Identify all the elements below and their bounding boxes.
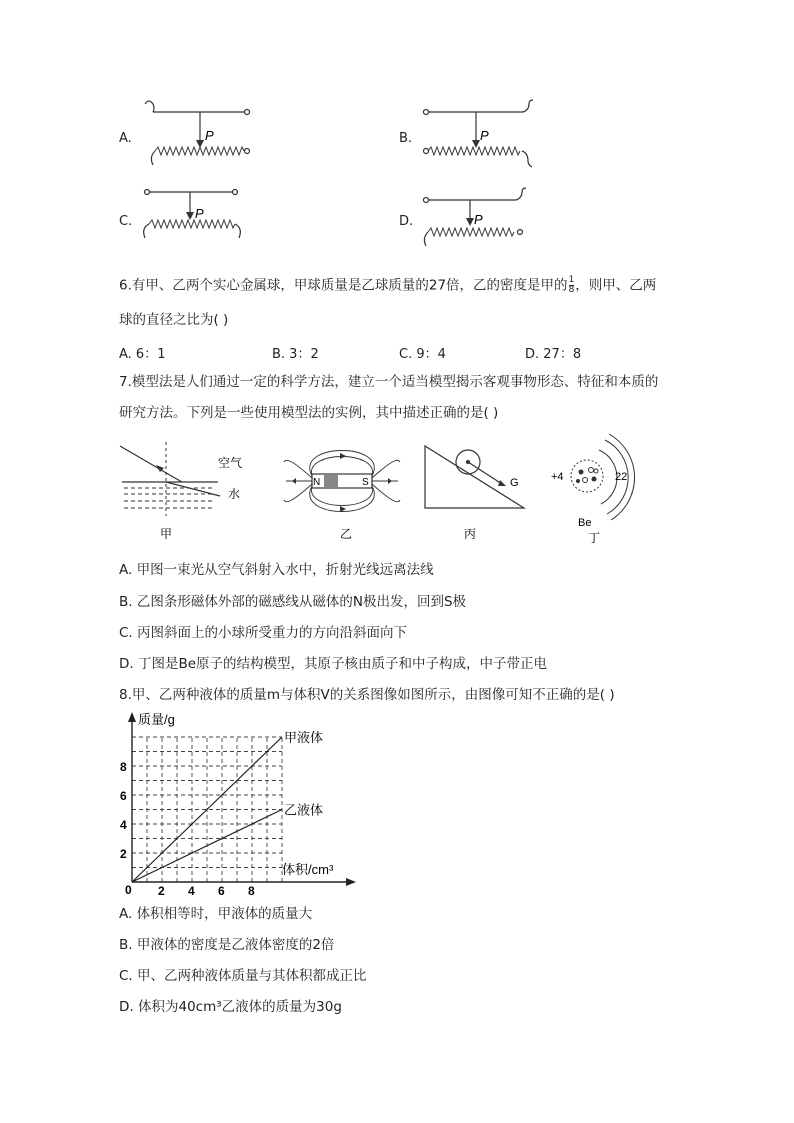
q8-option-d: D. 体积为40cm³乙液体的质量为30g: [119, 999, 342, 1015]
q7-option-b: B. 乙图条形磁体外部的磁感线从磁体的N极出发，回到S极: [119, 594, 467, 610]
fraction: $\frac{1}{8}$: [568, 275, 575, 295]
q7-stem-line1: 7.模型法是人们通过一定的科学方法，建立一个适当模型揭示客观事物形态、特征和本质的: [119, 374, 659, 390]
rheostat-diagram-b: [418, 96, 538, 176]
q7-stem-line2: 研究方法。下列是一些使用模型法的实例，其中描述正确的是( ): [119, 405, 499, 421]
caption-ding: 丁: [588, 531, 601, 545]
q8-stem: 8.甲、乙两种液体的质量m与体积V的关系图像如图所示，由图像可知不正确的是( ): [119, 687, 615, 703]
q6-option-a: A. 6：1: [119, 347, 166, 362]
option-letter: C.: [119, 214, 133, 229]
q8-option-c: C. 甲、乙两种液体质量与其体积都成正比: [119, 968, 367, 984]
option-letter: B.: [399, 131, 413, 146]
q6-stem-line1: 6.有甲、乙两个实心金属球，甲球质量是乙球质量的27倍，乙的密度是甲的 $\frac{1}{8}$ ，则甲、乙两: [119, 275, 657, 295]
nucleus-charge-label: +4: [551, 471, 564, 483]
option-letter: D.: [399, 214, 414, 229]
x-tick-label: 4: [188, 884, 195, 898]
slider-label-p: P: [480, 128, 489, 143]
slider-label-p: P: [195, 206, 204, 221]
series-label-1: 甲液体: [284, 730, 324, 745]
shell-label: 22: [615, 471, 628, 483]
caption-jia: 甲: [160, 527, 173, 541]
slider-label-p: P: [474, 212, 483, 227]
q7-option-d: D. 丁图是Be原子的结构模型，其原子核由质子和中子构成，中子带正电: [119, 656, 548, 672]
q8-option-a: A. 体积相等时，甲液体的质量大: [119, 906, 313, 922]
incline-figure: [420, 440, 530, 545]
mass-volume-chart: [110, 708, 370, 898]
refraction-figure: [118, 440, 248, 545]
north-pole-label: N: [313, 477, 321, 488]
y-tick-label: 6: [120, 789, 127, 803]
bar-magnet-figure: [282, 440, 402, 545]
rheostat-diagram-c: [135, 180, 255, 260]
air-label: 空气: [218, 456, 243, 470]
rheostat-diagram-d: [418, 180, 538, 260]
option-letter: A.: [119, 131, 132, 146]
water-label: 水: [228, 487, 241, 501]
caption-bing: 丙: [464, 527, 477, 541]
q7-option-a: A. 甲图一束光从空气斜射入水中，折射光线远离法线: [119, 562, 434, 578]
element-symbol: Be: [578, 517, 592, 529]
q6-option-b: B. 3：2: [272, 347, 319, 362]
y-axis-label: 质量/g: [138, 712, 175, 727]
origin-label: 0: [125, 883, 132, 897]
rheostat-diagram-a: [135, 96, 255, 176]
q7-option-c: C. 丙图斜面上的小球所受重力的方向沿斜面向下: [119, 625, 408, 641]
gravity-label: G: [510, 477, 519, 489]
x-tick-label: 8: [248, 884, 255, 898]
q6-stem-line2: 球的直径之比为( ): [119, 312, 229, 328]
y-tick-label: 4: [120, 818, 127, 832]
q6-option-d: D. 27：8: [525, 347, 582, 362]
y-axis-arrow: [128, 712, 136, 722]
q6-option-c: C. 9：4: [399, 347, 446, 362]
x-axis-arrow: [346, 878, 356, 886]
x-tick-label: 6: [218, 884, 225, 898]
q8-option-b: B. 甲液体的密度是乙液体密度的2倍: [119, 937, 335, 953]
south-pole-label: S: [362, 477, 369, 488]
y-tick-label: 2: [120, 847, 127, 861]
atom-model-figure: [545, 430, 645, 545]
slider-label-p: P: [205, 128, 214, 143]
x-tick-label: 2: [158, 884, 165, 898]
caption-yi: 乙: [340, 527, 353, 541]
series-label-2: 乙液体: [284, 802, 324, 818]
x-axis-label: 体积/cm³: [282, 862, 334, 877]
y-tick-label: 8: [120, 760, 127, 774]
